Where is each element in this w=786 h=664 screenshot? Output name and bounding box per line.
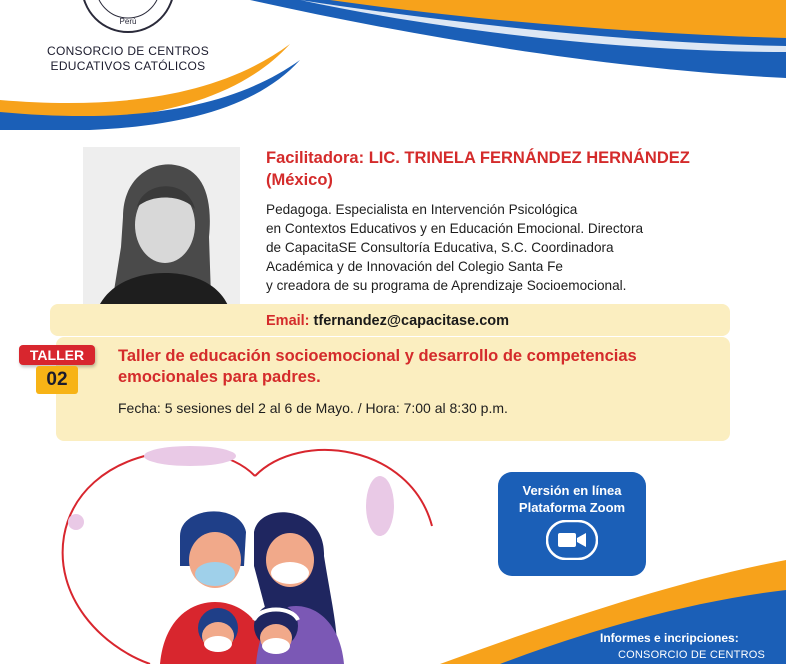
bio-line: Académica y de Innovación del Colegio Santa Fe <box>266 259 563 274</box>
taller-schedule: Fecha: 5 sesiones del 2 al 6 de Mayo. / Hora: 7:00 al 8:30 p.m. <box>118 400 508 416</box>
org-name-line1: CONSORCIO DE CENTROS <box>46 44 209 58</box>
bio-line: Pedagoga. Especialista en Intervención Psicológica <box>266 202 578 217</box>
zoom-line-2: Plataforma Zoom <box>518 500 626 515</box>
informes-heading: Informes e incripciones: <box>600 631 739 645</box>
family-heart-illustration <box>40 436 470 664</box>
facilitator-title: Facilitadora: LIC. TRINELA FERNÁNDEZ HERNÁNDEZ (México) <box>266 149 690 189</box>
org-name-line2: EDUCATIVOS CATÓLICOS <box>50 59 206 73</box>
zoom-line-1: Versión en línea <box>522 483 622 498</box>
taller-badge-number: 02 <box>36 366 78 394</box>
email-link[interactable]: tfernandez@capacitase.com <box>313 313 510 329</box>
taller-badge <box>19 345 95 394</box>
svg-text:Perú: Perú <box>119 17 137 26</box>
video-camera-icon <box>546 520 598 560</box>
facilitator-bio <box>266 200 746 295</box>
organization-seal-logo <box>78 0 178 34</box>
email-label: Email: <box>266 313 310 329</box>
taller-title: Taller de educación socioemocional y desarrollo de competencias emocionales para padres. <box>118 347 637 386</box>
bio-line: de CapacitaSE Consultoría Educativa, S.C. Coordinadora <box>266 240 614 255</box>
bio-line: y creadora de su programa de Aprendizaje Socioemocional. <box>266 278 627 293</box>
facilitator-photo <box>83 147 240 327</box>
email-line <box>266 313 509 329</box>
footer-org-name: CONSORCIO DE CENTROS <box>618 649 766 661</box>
bio-line: en Contextos Educativos y en Educación Emocional. Directora <box>266 221 644 236</box>
organization-name <box>28 44 228 74</box>
taller-badge-label: TALLER <box>19 345 95 365</box>
